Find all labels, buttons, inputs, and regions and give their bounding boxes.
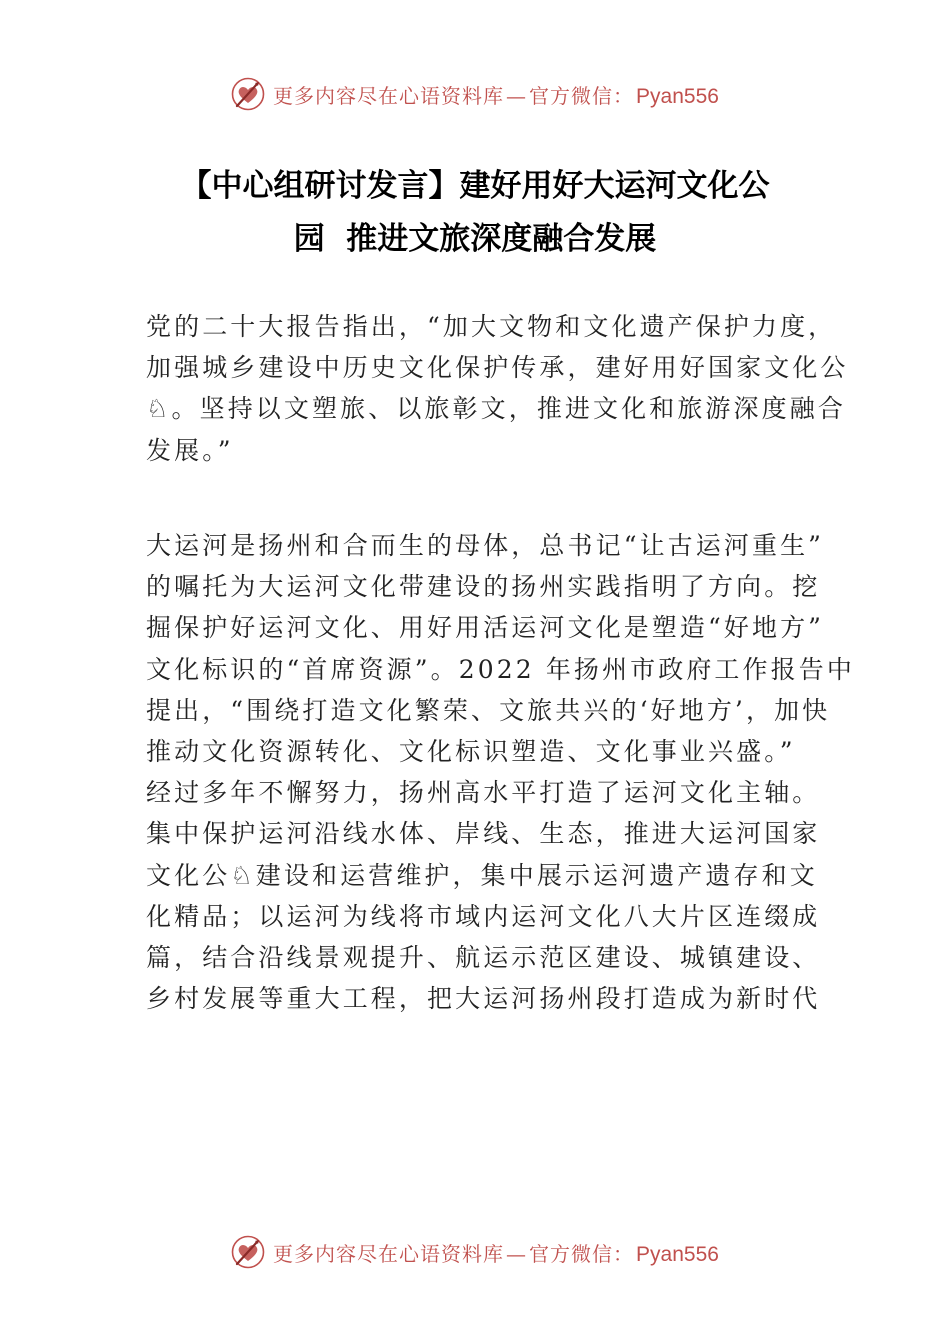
paragraph-line: 的嘱托为大运河文化带建设的扬州实践指明了方向。挖 <box>146 572 821 602</box>
paragraph-line: 篇，结合沿线景观提升、航运示范区建设、城镇建设、 <box>146 943 821 973</box>
paragraph-line: 推动文化资源转化、文化标识塑造、文化事业兴盛。” <box>146 737 796 767</box>
heart-pen-logo-icon <box>231 77 265 111</box>
banner-text: 更多内容尽在心语资料库 <box>273 83 505 108</box>
paragraph-line: 大运河是扬州和合而生的母体，总书记“让古运河重生” <box>146 531 825 560</box>
wechat-label: 官方微信： <box>529 83 635 108</box>
wechat-id: Pyan556 <box>636 84 719 108</box>
paragraph-line: 经过多年不懈努力，扬州高水平打造了运河文化主轴。 <box>146 778 821 808</box>
footer-banner <box>0 1232 950 1272</box>
wechat-label: 官方微信： <box>529 1241 635 1266</box>
banner-text: 更多内容尽在心语资料库 <box>273 1241 505 1266</box>
paragraph-line: 加强城乡建设中历史文化保护传承，建好用好国家文化公 <box>146 353 849 383</box>
paragraph-line: 党的二十大报告指出，“加大文物和文化遗产保护力度， <box>146 312 837 341</box>
paragraph-line: ♘。坚持以文塑旅、以旅彰文，推进文化和旅游深度融合 <box>146 394 846 424</box>
header-banner <box>0 74 950 114</box>
paragraph-line: 掘保护好运河文化、用好用活运河文化是塑造“好地方” <box>146 613 825 643</box>
paragraph-line: 文化公♘建设和运营维护，集中展示运河遗产遗存和文 <box>146 860 818 890</box>
title-line-1: 【中心组研讨发言】建好用好大运河文化公 <box>180 168 770 204</box>
paragraph-line: 乡村发展等重大工程，把大运河扬州段打造成为新时代 <box>146 984 821 1014</box>
paragraph-line: 提出，“围绕打造文化繁荣、文旅共兴的‘好地方’，加快 <box>146 695 831 725</box>
wechat-id: Pyan556 <box>636 1242 719 1266</box>
banner-dash: — <box>506 83 528 108</box>
paragraph-line: 集中保护运河沿线水体、岸线、生态，推进大运河国家 <box>146 819 821 849</box>
paragraph-line: 文化标识的“首席资源”。2022 年扬州市政府工作报告中 <box>146 654 855 684</box>
document-title <box>120 160 830 266</box>
paragraph-1 <box>146 306 849 471</box>
paragraph-2 <box>146 525 855 1019</box>
title-line-2: 园 推进文旅深度融合发展 <box>293 221 657 257</box>
banner-dash: — <box>506 1241 528 1266</box>
heart-pen-logo-icon <box>231 1235 265 1269</box>
paragraph-line: 化精品；以运河为线将市域内运河文化八大片区连缀成 <box>146 901 821 931</box>
paragraph-line: 发展。” <box>146 435 234 465</box>
